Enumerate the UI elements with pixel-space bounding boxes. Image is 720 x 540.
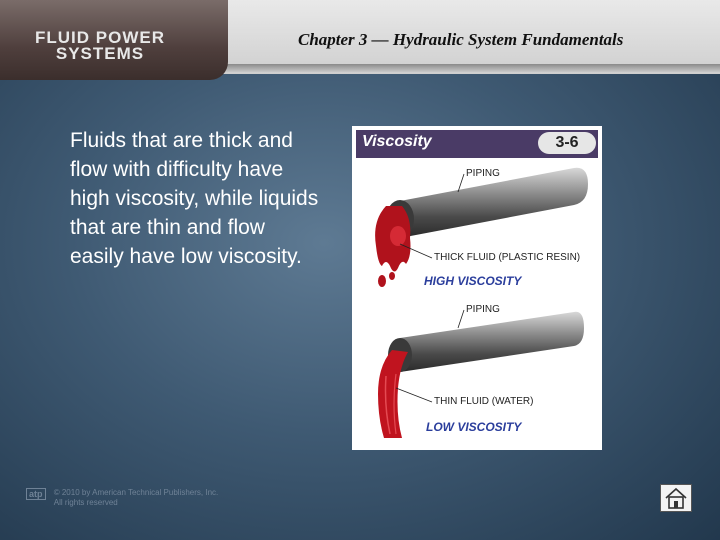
copyright-line-2: All rights reserved [53, 498, 118, 507]
body-text: Fluids that are thick and flow with difficulty have high viscosity, while liquids that are thin and flow easily have low viscosity. [70, 129, 319, 268]
high-viscosity-caption: HIGH VISCOSITY [424, 274, 522, 288]
bottom-pipe [388, 312, 584, 372]
thick-fluid-label: THICK FLUID (PLASTIC RESIN) [434, 252, 581, 263]
home-button[interactable] [660, 484, 692, 512]
logo-line-2: SYSTEMS [55, 44, 145, 63]
leader-bottom-piping [458, 310, 464, 328]
logo [20, 30, 180, 62]
atp-logo: atp [26, 488, 46, 500]
thin-fluid-label: THIN FLUID (WATER) [434, 396, 534, 407]
copyright-notice [26, 488, 218, 508]
chapter-title: Chapter 3 — Hydraulic System Fundamentals [298, 30, 624, 49]
header-accent-band [200, 64, 720, 72]
viscosity-figure [352, 126, 602, 450]
top-piping-label: PIPING [466, 168, 500, 179]
leader-thin-fluid [396, 388, 432, 402]
figure-number: 3-6 [538, 132, 596, 154]
low-viscosity-caption: LOW VISCOSITY [426, 420, 522, 434]
logo-line-1: FLUID POWER [35, 28, 165, 47]
bottom-piping-label: PIPING [466, 304, 500, 315]
figure-title: Viscosity [362, 133, 432, 150]
home-icon [661, 485, 691, 511]
copyright-line-1: © 2010 by American Technical Publishers, Inc. [53, 488, 219, 497]
